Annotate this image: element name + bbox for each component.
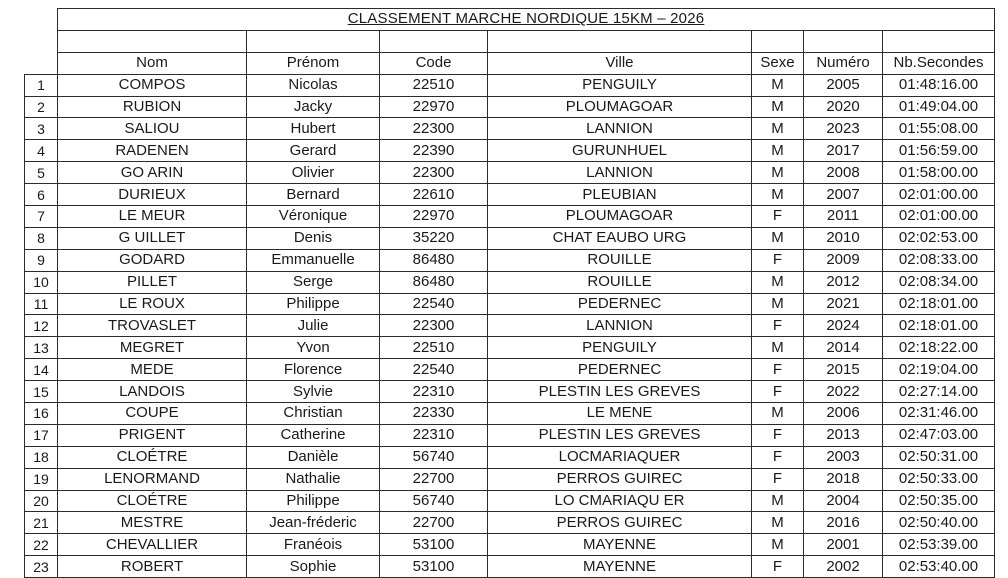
cell-ville: LANNION [488, 118, 752, 140]
cell-sexe: F [752, 424, 804, 446]
cell-prenom: Jacky [247, 96, 380, 118]
cell-code: 22300 [380, 162, 488, 184]
cell-ville: ROUILLE [488, 249, 752, 271]
cell-sexe: F [752, 206, 804, 228]
cell-prenom: Emmanuelle [247, 249, 380, 271]
table-row [25, 227, 995, 249]
cell-ville: PLOUMAGOAR [488, 96, 752, 118]
cell-code: 22510 [380, 337, 488, 359]
cell-nb-secondes: 02:18:01.00 [883, 315, 995, 337]
cell-nom: LE MEUR [58, 206, 247, 228]
cell-numero: 2008 [804, 162, 883, 184]
table-row [25, 206, 995, 228]
cell-prenom: Christian [247, 403, 380, 425]
table-row [25, 249, 995, 271]
row-index: 22 [25, 534, 58, 556]
row-index: 9 [25, 249, 58, 271]
cell-nom: GODARD [58, 249, 247, 271]
cell-numero: 2023 [804, 118, 883, 140]
cell-prenom: Julie [247, 315, 380, 337]
cell-nom: MEDE [58, 359, 247, 381]
cell-ville: PERROS GUIREC [488, 468, 752, 490]
cell-ville: PLESTIN LES GREVES [488, 424, 752, 446]
cell-numero: 2017 [804, 140, 883, 162]
row-index: 18 [25, 446, 58, 468]
header-ville: Ville [488, 52, 752, 74]
cell-code: 35220 [380, 227, 488, 249]
cell-numero: 2003 [804, 446, 883, 468]
cell-code: 53100 [380, 534, 488, 556]
cell-code: 22610 [380, 184, 488, 206]
row-index: 2 [25, 96, 58, 118]
cell-numero: 2014 [804, 337, 883, 359]
cell-nb-secondes: 02:53:39.00 [883, 534, 995, 556]
cell-code: 22700 [380, 512, 488, 534]
cell-ville: LANNION [488, 315, 752, 337]
cell-sexe: M [752, 184, 804, 206]
cell-code: 22300 [380, 118, 488, 140]
cell-numero: 2015 [804, 359, 883, 381]
cell-prenom: Danièle [247, 446, 380, 468]
row-index: 8 [25, 227, 58, 249]
cell-nom: CHEVALLIER [58, 534, 247, 556]
cell-ville: PERROS GUIREC [488, 512, 752, 534]
cell-nom: DURIEUX [58, 184, 247, 206]
cell-ville: ROUILLE [488, 271, 752, 293]
table-row [25, 162, 995, 184]
cell-ville: GURUNHUEL [488, 140, 752, 162]
table-row [25, 74, 995, 96]
cell-sexe: M [752, 337, 804, 359]
cell-nb-secondes: 02:08:34.00 [883, 271, 995, 293]
cell-code: 22970 [380, 206, 488, 228]
cell-nom: G UILLET [58, 227, 247, 249]
row-index: 7 [25, 206, 58, 228]
cell-nb-secondes: 02:50:33.00 [883, 468, 995, 490]
cell-code: 22700 [380, 468, 488, 490]
row-index: 4 [25, 140, 58, 162]
cell-code: 22540 [380, 359, 488, 381]
cell-ville: PLEUBIAN [488, 184, 752, 206]
cell-nom: SALIOU [58, 118, 247, 140]
title-row [25, 9, 995, 31]
row-index: 5 [25, 162, 58, 184]
row-index: 1 [25, 74, 58, 96]
cell-numero: 2005 [804, 74, 883, 96]
cell-code: 22300 [380, 315, 488, 337]
cell-prenom: Denis [247, 227, 380, 249]
cell-prenom: Florence [247, 359, 380, 381]
spacer-row [25, 30, 995, 52]
cell-numero: 2024 [804, 315, 883, 337]
cell-prenom: Sophie [247, 556, 380, 578]
cell-sexe: M [752, 227, 804, 249]
table-row [25, 96, 995, 118]
cell-nb-secondes: 02:50:31.00 [883, 446, 995, 468]
cell-nom: GO ARIN [58, 162, 247, 184]
cell-nb-secondes: 02:31:46.00 [883, 403, 995, 425]
cell-nom: ROBERT [58, 556, 247, 578]
row-index: 23 [25, 556, 58, 578]
cell-prenom: Jean-fréderic [247, 512, 380, 534]
cell-ville: PLESTIN LES GREVES [488, 381, 752, 403]
header-prenom: Prénom [247, 52, 380, 74]
cell-nom: LANDOIS [58, 381, 247, 403]
cell-ville: CHAT EAUBO URG [488, 227, 752, 249]
cell-prenom: Philippe [247, 293, 380, 315]
cell-prenom: Véronique [247, 206, 380, 228]
cell-nom: PRIGENT [58, 424, 247, 446]
cell-numero: 2018 [804, 468, 883, 490]
cell-prenom: Nicolas [247, 74, 380, 96]
cell-sexe: F [752, 446, 804, 468]
cell-sexe: F [752, 556, 804, 578]
cell-nom: MEGRET [58, 337, 247, 359]
cell-numero: 2016 [804, 512, 883, 534]
cell-ville: LE MENE [488, 403, 752, 425]
cell-prenom: Sylvie [247, 381, 380, 403]
cell-prenom: Hubert [247, 118, 380, 140]
cell-sexe: F [752, 381, 804, 403]
cell-sexe: M [752, 162, 804, 184]
cell-nom: COMPOS [58, 74, 247, 96]
cell-nom: RADENEN [58, 140, 247, 162]
cell-nb-secondes: 02:50:35.00 [883, 490, 995, 512]
page-title: CLASSEMENT MARCHE NORDIQUE 15KM – 2026 [58, 9, 995, 31]
table-row [25, 512, 995, 534]
table-row [25, 556, 995, 578]
cell-nom: MESTRE [58, 512, 247, 534]
cell-nom: LENORMAND [58, 468, 247, 490]
cell-prenom: Serge [247, 271, 380, 293]
cell-prenom: Yvon [247, 337, 380, 359]
cell-nb-secondes: 02:18:01.00 [883, 293, 995, 315]
cell-nb-secondes: 02:01:00.00 [883, 206, 995, 228]
cell-nom: LE ROUX [58, 293, 247, 315]
cell-code: 86480 [380, 271, 488, 293]
cell-nb-secondes: 02:02:53.00 [883, 227, 995, 249]
cell-numero: 2002 [804, 556, 883, 578]
table-row [25, 424, 995, 446]
cell-nb-secondes: 01:56:59.00 [883, 140, 995, 162]
cell-prenom: Nathalie [247, 468, 380, 490]
header-nom: Nom [58, 52, 247, 74]
cell-sexe: M [752, 74, 804, 96]
cell-nom: COUPE [58, 403, 247, 425]
cell-code: 86480 [380, 249, 488, 271]
cell-sexe: M [752, 534, 804, 556]
cell-numero: 2001 [804, 534, 883, 556]
header-row [25, 52, 995, 74]
cell-code: 56740 [380, 490, 488, 512]
cell-nb-secondes: 02:08:33.00 [883, 249, 995, 271]
cell-numero: 2012 [804, 271, 883, 293]
ranking-sheet [24, 8, 994, 578]
cell-prenom: Gerard [247, 140, 380, 162]
table-row [25, 403, 995, 425]
table-row [25, 315, 995, 337]
cell-sexe: M [752, 512, 804, 534]
cell-numero: 2007 [804, 184, 883, 206]
cell-nb-secondes: 02:19:04.00 [883, 359, 995, 381]
cell-ville: LO CMARIAQU ER [488, 490, 752, 512]
cell-nom: CLOÉTRE [58, 490, 247, 512]
cell-ville: MAYENNE [488, 534, 752, 556]
cell-numero: 2022 [804, 381, 883, 403]
cell-prenom: Franéois [247, 534, 380, 556]
table-row [25, 140, 995, 162]
table-row [25, 381, 995, 403]
cell-code: 22970 [380, 96, 488, 118]
cell-prenom: Bernard [247, 184, 380, 206]
cell-ville: PENGUILY [488, 74, 752, 96]
cell-ville: LANNION [488, 162, 752, 184]
cell-numero: 2006 [804, 403, 883, 425]
cell-nom: PILLET [58, 271, 247, 293]
cell-sexe: M [752, 96, 804, 118]
cell-sexe: M [752, 271, 804, 293]
row-index: 16 [25, 403, 58, 425]
header-nb-secondes: Nb.Secondes [883, 52, 995, 74]
cell-nb-secondes: 01:55:08.00 [883, 118, 995, 140]
table-row [25, 337, 995, 359]
cell-numero: 2004 [804, 490, 883, 512]
cell-sexe: M [752, 118, 804, 140]
cell-code: 22330 [380, 403, 488, 425]
cell-nb-secondes: 02:01:00.00 [883, 184, 995, 206]
cell-nb-secondes: 01:49:04.00 [883, 96, 995, 118]
row-index: 13 [25, 337, 58, 359]
row-index: 14 [25, 359, 58, 381]
ranking-table [24, 8, 995, 578]
cell-nb-secondes: 02:27:14.00 [883, 381, 995, 403]
cell-ville: PLOUMAGOAR [488, 206, 752, 228]
cell-nb-secondes: 02:50:40.00 [883, 512, 995, 534]
cell-nb-secondes: 02:47:03.00 [883, 424, 995, 446]
cell-sexe: M [752, 293, 804, 315]
header-code: Code [380, 52, 488, 74]
row-index: 12 [25, 315, 58, 337]
table-row [25, 468, 995, 490]
table-row [25, 184, 995, 206]
cell-sexe: F [752, 359, 804, 381]
cell-nb-secondes: 02:18:22.00 [883, 337, 995, 359]
row-index: 17 [25, 424, 58, 446]
cell-sexe: M [752, 140, 804, 162]
table-row [25, 293, 995, 315]
cell-code: 53100 [380, 556, 488, 578]
cell-ville: LOCMARIAQUER [488, 446, 752, 468]
cell-prenom: Catherine [247, 424, 380, 446]
row-index: 3 [25, 118, 58, 140]
cell-ville: PEDERNEC [488, 359, 752, 381]
cell-code: 22310 [380, 424, 488, 446]
row-index: 11 [25, 293, 58, 315]
cell-sexe: M [752, 403, 804, 425]
cell-nom: CLOÉTRE [58, 446, 247, 468]
cell-nom: TROVASLET [58, 315, 247, 337]
cell-ville: PENGUILY [488, 337, 752, 359]
cell-numero: 2020 [804, 96, 883, 118]
table-row [25, 446, 995, 468]
cell-sexe: M [752, 490, 804, 512]
table-row [25, 271, 995, 293]
cell-nom: RUBION [58, 96, 247, 118]
cell-ville: PEDERNEC [488, 293, 752, 315]
cell-numero: 2011 [804, 206, 883, 228]
cell-sexe: F [752, 468, 804, 490]
cell-prenom: Philippe [247, 490, 380, 512]
cell-code: 56740 [380, 446, 488, 468]
cell-code: 22310 [380, 381, 488, 403]
cell-code: 22390 [380, 140, 488, 162]
cell-sexe: F [752, 249, 804, 271]
table-row [25, 490, 995, 512]
row-index: 6 [25, 184, 58, 206]
cell-numero: 2010 [804, 227, 883, 249]
header-numero: Numéro [804, 52, 883, 74]
cell-sexe: F [752, 315, 804, 337]
cell-numero: 2021 [804, 293, 883, 315]
cell-code: 22510 [380, 74, 488, 96]
row-index: 19 [25, 468, 58, 490]
row-index: 21 [25, 512, 58, 534]
cell-nb-secondes: 01:48:16.00 [883, 74, 995, 96]
cell-nb-secondes: 02:53:40.00 [883, 556, 995, 578]
row-index: 15 [25, 381, 58, 403]
cell-prenom: Olivier [247, 162, 380, 184]
row-index: 10 [25, 271, 58, 293]
table-row [25, 118, 995, 140]
table-row [25, 359, 995, 381]
cell-nb-secondes: 01:58:00.00 [883, 162, 995, 184]
cell-numero: 2009 [804, 249, 883, 271]
header-sexe: Sexe [752, 52, 804, 74]
row-index: 20 [25, 490, 58, 512]
table-row [25, 534, 995, 556]
cell-code: 22540 [380, 293, 488, 315]
cell-numero: 2013 [804, 424, 883, 446]
cell-ville: MAYENNE [488, 556, 752, 578]
